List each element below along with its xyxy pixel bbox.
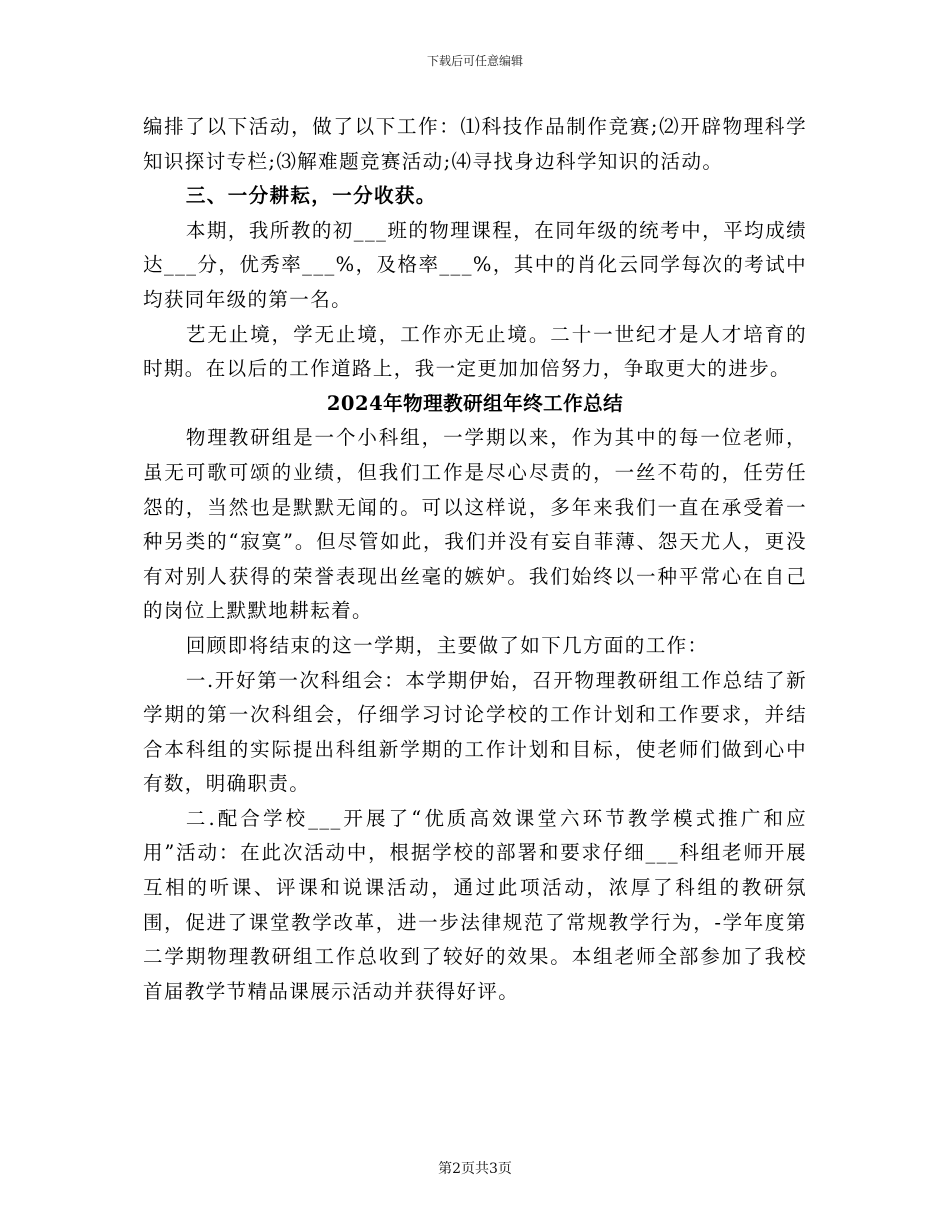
paragraph-results: 本期，我所教的初___班的物理课程，在同年级的统考中，平均成绩达___分，优秀率___%，及格率___%，其中的肖化云同学每次的考试中均获同年级的第一名。	[143, 218, 807, 311]
page-header: 下载后可任意编辑	[426, 54, 523, 68]
paragraph-item-one: 一.开好第一次科组会：本学期伊始，召开物理教研组工作总结了新学期的第一次科组会，仔细学习讨论学校的工作计划和工作要求，并结合本科组的实际提出科组新学期的工作计划和目标，使老师们做到心中有数，明确职责。	[143, 668, 807, 796]
page-footer: 第2页共3页	[438, 1161, 512, 1177]
document-title: 2024年物理教研组年终工作总结	[326, 391, 624, 415]
document-body	[143, 110, 807, 1009]
paragraph-review: 回顾即将结束的这一学期，主要做了如下几方面的工作：	[185, 633, 709, 657]
paragraph-item-two: 二.配合学校___开展了“优质高效课堂六环节教学模式推广和应用”活动：在此次活动中，根据学校的部署和要求仔细___科组老师开展互相的听课、评课和说课活动，通过此项活动，浓厚了科组的教研氛围，促进了课堂教学改革，进一步法律规范了常规教学行为，-学年度第二学期物理教研组工作总收到了较好的效果。本组老师全部参加了我校首届教学节精品课展示活动并获得好评。	[143, 806, 807, 1003]
paragraph-intro: 物理教研组是一个小科组，一学期以来，作为其中的每一位老师，虽无可歌可颂的业绩，但我们工作是尽心尽责的，一丝不苟的，任劳任怨的，当然也是默默无闻的。可以这样说，多年来我们一直在承受着一种另类的“寂寞”。但尽管如此，我们并没有妄自菲薄、怨天尤人，更没有对别人获得的荣誉表现出丝毫的嫉妒。我们始终以一种平常心在自己的岗位上默默地耕耘着。	[143, 426, 807, 623]
paragraph-conclusion: 艺无止境，学无止境，工作亦无止境。二十一世纪才是人才培育的时期。在以后的工作道路上，我一定更加加倍努力，争取更大的进步。	[143, 322, 807, 381]
section-heading: 三、一分耕耘，一分收获。	[185, 184, 437, 208]
paragraph-activities: 编排了以下活动，做了以下工作：⑴科技作品制作竞赛;⑵开辟物理科学知识探讨专栏;⑶解难题竞赛活动;⑷寻找身边科学知识的活动。	[143, 115, 807, 173]
